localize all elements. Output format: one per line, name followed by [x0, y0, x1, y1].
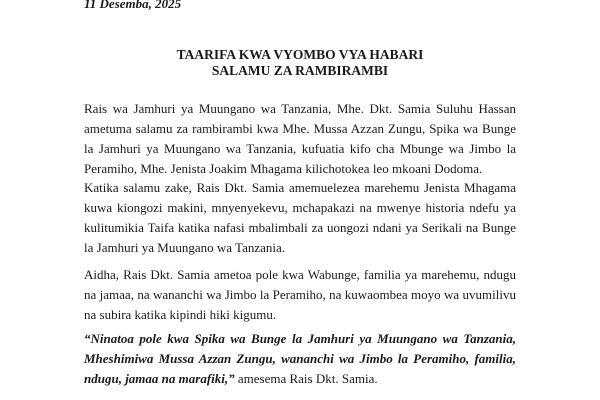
heading-line-2: SALAMU ZA RAMBIRAMBI: [211, 63, 389, 78]
paragraph-condolence-message: Rais wa Jamhuri ya Muungano wa Tanzania, Mhe. Dkt. Samia Suluhu Hassan ametuma salamu za rambirambi kwa Mhe. Mussa Azzan Zungu, Spika wa Bunge la Jamhuri ya Muungano wa Tanzania, kufuatia kifo cha Mbunge wa Jimbo la Peramiho, Mhe. Jenista Joakim Mhagama kilichotokea leo mkoani Dodoma.: [84, 101, 516, 176]
paragraph-tribute: Katika salamu zake, Rais Dkt. Samia amemuelezea marehemu Jenista Mhagama kuwa kiongozi makini, mnyenyekevu, mchapakazi na mwenye historia ndefu ya kulitumikia Taifa katika nafasi mbalimbali za uongozi ndani ya Serikali na Bunge la Jamhuri ya Muungano wa Tanzania.: [84, 180, 516, 255]
quote-attribution: amesema Rais Dkt. Samia.: [237, 371, 378, 386]
president-quote: “Ninatoa pole kwa Spika wa Bunge la Jamhuri ya Muungano wa Tanzania, Mheshimiwa Mussa Azzan Zungu, wananchi wa Jimbo la Peramiho, familia, ndugu, jamaa na marafiki,”: [84, 331, 516, 386]
cut-off-text-line: [84, 392, 516, 400]
paragraph-quote: [84, 329, 516, 389]
release-date: 11 Desemba, 2025: [84, 0, 182, 11]
heading-line-1: TAARIFA KWA VYOMBO VYA HABARI: [176, 47, 424, 62]
press-release-heading: [0, 47, 600, 79]
paragraph-sympathy: Aidha, Rais Dkt. Samia ametoa pole kwa Wabunge, familia ya marehemu, ndugu na jamaa, na wananchi wa Jimbo la Peramiho, na kuwaombea moyo wa uvumilivu na subira katika kipindi hiki kigumu.: [84, 267, 516, 322]
